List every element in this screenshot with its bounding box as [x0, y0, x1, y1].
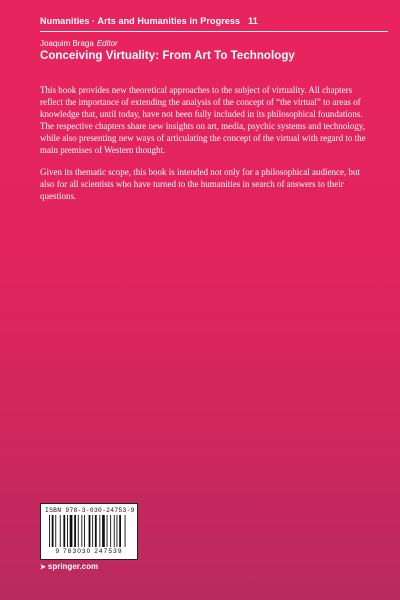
editor-line — [40, 39, 118, 48]
arrow-icon: ➤ — [40, 563, 46, 571]
description-paragraph-1: This book provides new theoretical approaches to the subject of virtuality. All chapters reflect the importance of extending the analysis of the concept of “the virtual” to areas of knowledge that, until today, have not been fully included in its philosophical foundations. The respective chapters share new insights on art, media, psychic systems and technology, while also presenting new ways of articulating the concept of the virtual with regard to the main premises of Western thought. — [40, 85, 366, 156]
series-name: Numanities · Arts and Humanities in Progress — [40, 16, 241, 26]
divider — [40, 31, 388, 32]
isbn: ISBN 978-3-030-24753-9 — [45, 507, 135, 514]
series-line — [40, 16, 258, 26]
series-volume: 11 — [248, 16, 258, 26]
barcode-box — [40, 503, 138, 560]
description-paragraph-2: Given its thematic scope, this book is intended not only for a philosophical audience, but also for all scientists who have turned to the humanities in search of answers to their questions. — [40, 166, 360, 201]
editor-role: Editor — [96, 39, 118, 48]
publisher-link[interactable] — [40, 562, 98, 571]
book-title: Conceiving Virtuality: From Art To Technology — [40, 50, 295, 62]
barcode-icon — [41, 515, 137, 547]
description — [40, 84, 370, 211]
barcode-digits: 9 783030 247539 — [55, 548, 123, 555]
publisher-url: springer.com — [47, 562, 99, 571]
editor-name: Joaquim Braga — [40, 39, 94, 48]
